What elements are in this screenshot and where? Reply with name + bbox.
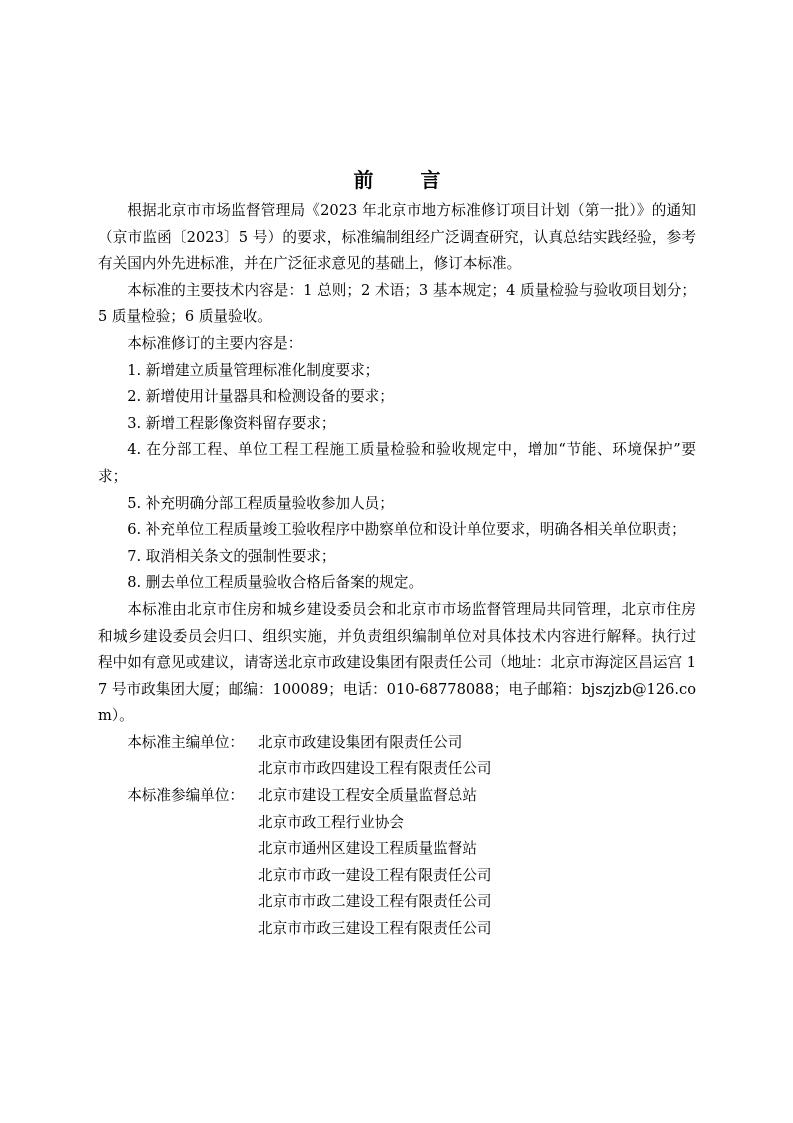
- document-page: [98, 0, 696, 1123]
- participating-unit-row: [98, 889, 696, 916]
- chief-units-block: [98, 730, 696, 783]
- chief-unit-row: [98, 730, 696, 757]
- chief-unit-name: 北京市政建设集团有限责任公司: [258, 733, 463, 751]
- foreword-body: [98, 198, 696, 943]
- revision-item-8: 8. 删去单位工程质量验收合格后备案的规定。: [127, 574, 424, 592]
- participating-unit-name: 北京市建设工程安全质量监督总站: [258, 787, 477, 805]
- revision-item-3: 3. 新增工程影像资料留存要求；: [127, 414, 336, 432]
- participating-unit-row: [98, 836, 696, 863]
- paragraph-technical-content: 本标准的主要技术内容是：1 总则；2 术语；3 基本规定；4 质量检验与验收项目划分；5 质量检验；6 质量验收。: [98, 281, 696, 326]
- chief-unit-row: [98, 756, 696, 783]
- participating-unit-name: 北京市通州区建设工程质量监督站: [258, 840, 477, 858]
- page-title: 前 言: [353, 168, 461, 192]
- chief-unit-name: 北京市市政四建设工程有限责任公司: [258, 760, 492, 778]
- revision-item-4: 4. 在分部工程、单位工程工程施工质量检验和验收规定中，增加“节能、环境保护”要求；: [98, 441, 696, 485]
- participating-unit-row: [98, 783, 696, 810]
- paragraph-revision-intro: 本标准修订的主要内容是：: [127, 334, 303, 352]
- chief-units-label: 本标准主编单位：: [127, 733, 244, 751]
- revision-item-5: 5. 补充明确分部工程质量验收参加人员；: [127, 494, 394, 512]
- revision-item-6: 6. 补充单位工程质量竣工验收程序中勘察单位和设计单位要求，明确各相关单位职责；: [127, 521, 686, 539]
- participating-unit-row: [98, 916, 696, 943]
- revision-item-1: 1. 新增建立质量管理标准化制度要求；: [127, 361, 380, 379]
- participating-unit-name: 北京市市政三建设工程有限责任公司: [258, 920, 492, 938]
- participating-unit-name: 北京市市政一建设工程有限责任公司: [258, 866, 492, 884]
- participating-unit-name: 北京市市政二建设工程有限责任公司: [258, 893, 492, 911]
- paragraph-management-contact: 本标准由北京市住房和城乡建设委员会和北京市市场监督管理局共同管理，北京市住房和城乡建设委员会归口、组织实施，并负责组织编制单位对具体技术内容进行解释。执行过程中如有意见或建议，请寄送北京市政建设集团有限责任公司（地址：北京市海淀区昌运宫 17 号市政集团大厦；邮编：100089；电话：010-68778088；电子邮箱：bjszjzb@126.com）。: [98, 600, 696, 725]
- participating-unit-name: 北京市政工程行业协会: [258, 813, 404, 831]
- participating-units-label: 本标准参编单位：: [127, 787, 244, 805]
- revision-item-7: 7. 取消相关条文的强制性要求；: [127, 547, 336, 565]
- paragraph-basis: 根据北京市市场监督管理局《2023 年北京市地方标准修订项目计划（第一批）》的通知（京市监函〔2023〕5 号）的要求，标准编制组经广泛调查研究，认真总结实践经验，参考有关国内外先进标准，并在广泛征求意见的基础上，修订本标准。: [98, 202, 696, 273]
- participating-units-block: [98, 783, 696, 943]
- participating-unit-row: [98, 810, 696, 837]
- participating-unit-row: [98, 863, 696, 890]
- revision-item-2: 2. 新增使用计量器具和检测设备的要求；: [127, 388, 394, 406]
